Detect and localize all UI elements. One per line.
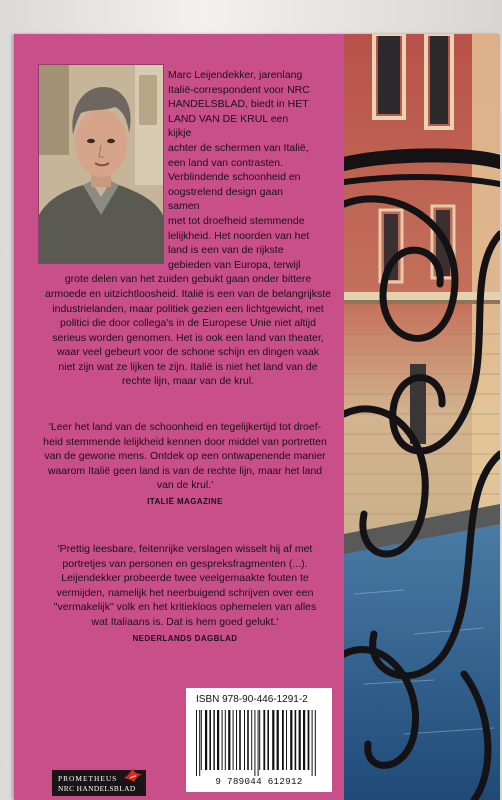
barcode-bar — [308, 710, 310, 770]
barcode-guard-bar — [196, 710, 197, 776]
quote-line: van de krul.' — [156, 479, 214, 492]
intro-line: waar veel gebeurt voor de schone schijn en dingen vaak — [56, 346, 320, 359]
barcode-bar — [239, 710, 241, 770]
intro-line: HANDELSBLAD, biedt in HET — [168, 98, 309, 111]
intro-text — [38, 68, 344, 389]
barcode-guard-bar — [312, 710, 313, 776]
barcode-bar — [303, 710, 305, 770]
intro-line: met tot droefheid stemmende — [168, 214, 305, 227]
phoenix-bird-icon — [122, 764, 144, 786]
barcode-guard-bar — [315, 710, 316, 776]
quote-line: wat Italiaans is. Dat is hem goed gelukt.' — [91, 615, 279, 628]
intro-line: serieus worden genomen. Het is ook een land van theater, — [52, 331, 324, 344]
barcode-bars — [194, 710, 324, 776]
intro-lines-full — [38, 272, 338, 389]
barcode-bar — [217, 710, 219, 770]
barcode-bar — [228, 710, 230, 770]
quote-line: 'Prettig leesbare, feitenrijke verslagen wisselt hij af met — [57, 543, 313, 555]
quote-line: Leijendekker probeerde twee veelgemaakte fouten te — [61, 572, 309, 585]
quote-line: waarom Italië geen land is van de rechte lijn, maar het land — [47, 464, 323, 477]
publisher-name: PROMETHEUS — [58, 774, 118, 783]
barcode-bar — [251, 710, 252, 770]
barcode-bar — [263, 710, 265, 770]
barcode-bar — [282, 710, 284, 770]
quote-line: heid stemmende lelijkheid kennen door middel van portretten — [43, 435, 327, 448]
barcode-bar — [295, 710, 297, 770]
barcode-bar — [286, 710, 287, 770]
intro-line: industrielanden, maar politiek gezien een lichtgewicht, met — [52, 302, 324, 315]
intro-lines-beside-photo — [168, 68, 312, 272]
publisher-logo — [52, 770, 146, 796]
barcode-bar — [272, 710, 274, 770]
barcode-digits: 9 789044 612912 — [215, 776, 303, 787]
isbn-number: ISBN 978-90-446-1291-2 — [196, 694, 308, 705]
quote-source: ITALIË MAGAZINE — [147, 496, 223, 506]
barcode-bar — [277, 710, 279, 770]
intro-line: Verblindende schoonheid en — [168, 171, 301, 184]
barcode-bar — [233, 710, 234, 770]
quote-line: "vermakelijk" volk en het kritiekloos ophemelen van alles — [53, 601, 317, 614]
barcode-bar — [205, 710, 207, 770]
quote-source: NEDERLANDS DAGBLAD — [132, 633, 238, 643]
barcode-bar — [244, 710, 245, 770]
barcode-bar — [236, 710, 237, 770]
back-cover — [14, 34, 500, 800]
intro-line: LAND VAN DE KRUL een kijkje — [168, 112, 289, 140]
intro-line: Italië-correspondent voor NRC — [168, 83, 310, 96]
review-quote-italie-magazine — [40, 420, 330, 510]
intro-line: oogstrelend design gaan samen — [168, 185, 284, 213]
barcode-bar — [222, 710, 223, 770]
barcode-bar — [201, 710, 202, 770]
intro-line: armoede en uitzichtloosheid. Italië is een van de belangrijkste — [44, 287, 331, 300]
barcode-guard-bar — [258, 710, 259, 776]
quote-line: 'Leer het land van de schoonheid en tegelijkertijd tot droef- — [48, 421, 322, 433]
barcode-bar — [299, 710, 301, 770]
barcode-bar — [259, 710, 260, 770]
barcode-bar — [290, 710, 292, 770]
intro-line: land is een van de rijkste — [168, 244, 284, 257]
review-quote-nederlands-dagblad — [40, 542, 330, 646]
quote-line: vermijden, namelijk het neerbuigend schrijven over een — [56, 586, 314, 599]
intro-line: achter de schermen van Italië, — [168, 141, 309, 154]
intro-line: politici die door collega's in de Europese Unie niet altijd — [60, 317, 316, 330]
barcode-bar — [225, 710, 226, 770]
intro-line: rechte lijn, maar van de krul. — [122, 375, 254, 388]
intro-line: grote delen van het zuiden gebukt gaan onder bittere — [64, 273, 312, 286]
barcode-guard-bar — [254, 710, 255, 776]
barcode-guard-bar — [199, 710, 200, 776]
venice-canal-photo — [344, 34, 500, 800]
barcode-bar — [247, 710, 249, 770]
isbn-barcode — [186, 688, 332, 792]
barcode-bar — [209, 710, 211, 770]
intro-line: lelijkheid. Het noorden van het — [168, 229, 310, 242]
intro-line: Marc Leijendekker, jarenlang — [168, 69, 303, 81]
intro-line: niet zijn wat ze lijken te zijn. Italië is niet het land van de — [58, 360, 318, 373]
quote-line: van de gewone mens. Ontdek op een ontwapenende manier — [44, 450, 326, 463]
barcode-bar — [213, 710, 214, 770]
publisher-partner: NRC HANDELSBLAD — [58, 784, 136, 793]
barcode-bar — [267, 710, 269, 770]
quote-line: portretjes van personen en gespreksfragmenten (...). — [62, 557, 308, 570]
intro-line: een land van contrasten. — [168, 156, 283, 169]
intro-line: gebieden van Europa, terwijl — [168, 258, 301, 271]
